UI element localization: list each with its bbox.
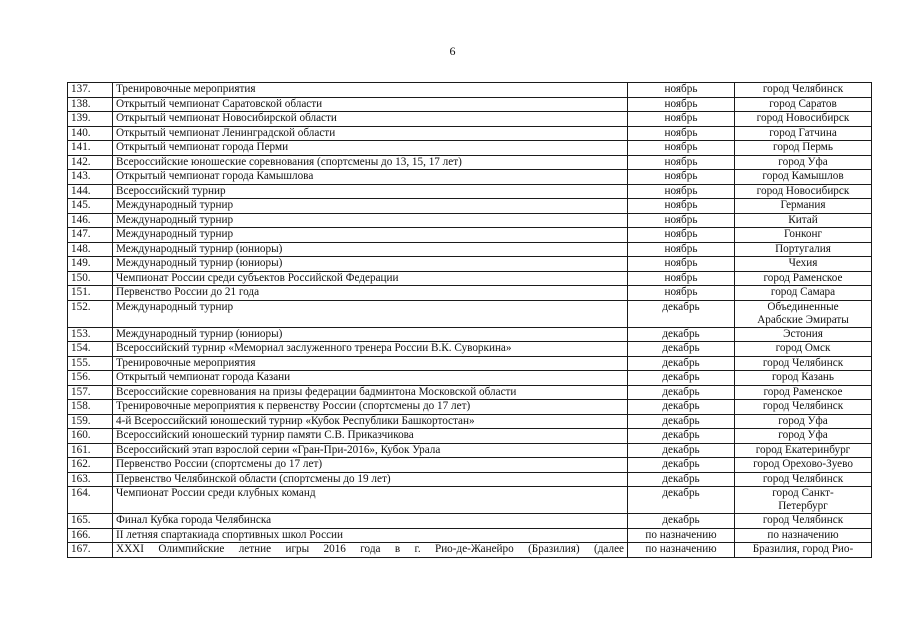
table-row — [68, 443, 872, 458]
event-month: ноябрь — [628, 141, 735, 156]
event-place-line: город Новосибирск — [756, 184, 850, 197]
event-place — [735, 228, 872, 243]
table-row — [68, 83, 872, 98]
event-place-line: Португалия — [775, 242, 831, 255]
event-name: Тренировочные мероприятия — [113, 83, 628, 98]
table-row — [68, 342, 872, 357]
event-month: ноябрь — [628, 184, 735, 199]
table-row — [68, 199, 872, 214]
table-row — [68, 385, 872, 400]
event-month: декабрь — [628, 443, 735, 458]
event-name: Международный турнир — [113, 213, 628, 228]
table-row — [68, 472, 872, 487]
event-name: Первенство Челябинской области (спортсмены до 19 лет) — [113, 472, 628, 487]
event-month: ноябрь — [628, 126, 735, 141]
row-number: 145. — [68, 199, 113, 214]
event-place-line: город Челябинск — [762, 83, 844, 95]
event-month: декабрь — [628, 300, 735, 327]
row-number: 158. — [68, 400, 113, 415]
table-row — [68, 170, 872, 185]
row-number: 147. — [68, 228, 113, 243]
event-place — [735, 126, 872, 141]
event-place-line: город Самара — [770, 286, 836, 298]
event-place-line: Объединенные — [767, 300, 839, 313]
table-row — [68, 155, 872, 170]
event-month: ноябрь — [628, 83, 735, 98]
event-month: ноябрь — [628, 199, 735, 214]
table-row — [68, 184, 872, 199]
table-row — [68, 242, 872, 257]
table-row — [68, 414, 872, 429]
event-place — [735, 543, 872, 558]
event-place-line: Китай — [788, 213, 818, 226]
event-place — [735, 472, 872, 487]
table-row — [68, 528, 872, 543]
event-place — [735, 184, 872, 199]
event-place-line: город Новосибирск — [756, 112, 850, 124]
row-number: 150. — [68, 271, 113, 286]
event-month: декабрь — [628, 514, 735, 529]
event-name: Тренировочные мероприятия — [113, 356, 628, 371]
event-place — [735, 429, 872, 444]
event-name: Финал Кубка города Челябинска — [113, 514, 628, 529]
row-number: 159. — [68, 414, 113, 429]
event-name: XXXI Олимпийские летние игры 2016 года в г. Рио-де-Жанейро (Бразилия) (далее — [113, 543, 628, 558]
event-place — [735, 371, 872, 386]
event-month: декабрь — [628, 458, 735, 473]
event-month: ноябрь — [628, 257, 735, 272]
event-place-line: город Раменское — [763, 271, 843, 284]
event-place — [735, 141, 872, 156]
row-number: 152. — [68, 300, 113, 327]
event-month: ноябрь — [628, 286, 735, 301]
event-name: Всероссийский турнир — [113, 184, 628, 199]
event-place — [735, 327, 872, 342]
event-month: декабрь — [628, 429, 735, 444]
row-number: 137. — [68, 83, 113, 98]
event-month: декабрь — [628, 400, 735, 415]
table-row — [68, 543, 872, 558]
event-place-line: город Саратов — [769, 97, 837, 110]
event-name: Международный турнир — [113, 228, 628, 243]
event-month: декабрь — [628, 385, 735, 400]
event-place-line: по назначению — [767, 528, 839, 541]
event-place — [735, 414, 872, 429]
event-month: ноябрь — [628, 155, 735, 170]
row-number: 148. — [68, 242, 113, 257]
event-place — [735, 300, 872, 327]
row-number: 156. — [68, 371, 113, 386]
event-place-line: город Челябинск — [762, 514, 844, 526]
row-number: 154. — [68, 342, 113, 357]
events-table-body — [68, 83, 872, 558]
event-place — [735, 155, 872, 170]
event-name: Открытый чемпионат города Казани — [113, 371, 628, 386]
table-row — [68, 271, 872, 286]
event-place — [735, 487, 872, 514]
row-number: 138. — [68, 97, 113, 112]
table-row — [68, 371, 872, 386]
event-place-line: город Гатчина — [769, 126, 837, 139]
event-place-line: город Санкт- — [772, 487, 834, 499]
event-place-line: город Орехово-Зуево — [753, 458, 853, 470]
event-name: Чемпионат России среди субъектов Российской Федерации — [113, 271, 628, 286]
event-name: Открытый чемпионат Ленинградской области — [113, 126, 628, 141]
event-place — [735, 342, 872, 357]
table-row — [68, 487, 872, 514]
row-number: 157. — [68, 385, 113, 400]
event-place-line: Арабские Эмираты — [757, 313, 849, 326]
event-month: ноябрь — [628, 213, 735, 228]
event-name: Открытый чемпионат Саратовской области — [113, 97, 628, 112]
event-place-line: город Раменское — [763, 385, 843, 398]
event-name: Всероссийские юношеские соревнования (спортсмены до 13, 15, 17 лет) — [113, 155, 628, 170]
event-month: декабрь — [628, 371, 735, 386]
event-name: Международный турнир — [113, 300, 628, 327]
event-place-line: Петербург — [778, 500, 828, 512]
page-number: 6 — [449, 44, 456, 58]
event-month: декабрь — [628, 472, 735, 487]
row-number: 140. — [68, 126, 113, 141]
row-number: 166. — [68, 528, 113, 543]
row-number: 161. — [68, 443, 113, 458]
row-number: 149. — [68, 257, 113, 272]
event-place — [735, 458, 872, 473]
event-place-line: город Уфа — [778, 414, 828, 427]
table-row — [68, 141, 872, 156]
event-place — [735, 242, 872, 257]
event-month: ноябрь — [628, 242, 735, 257]
event-name: Международный турнир (юниоры) — [113, 242, 628, 257]
event-name: Международный турнир (юниоры) — [113, 327, 628, 342]
event-place-line: Германия — [780, 199, 826, 211]
event-place-line: город Челябинск — [762, 356, 844, 369]
row-number: 142. — [68, 155, 113, 170]
event-place — [735, 356, 872, 371]
event-place — [735, 97, 872, 112]
event-place — [735, 443, 872, 458]
event-place-line: город Камышлов — [762, 170, 844, 182]
row-number: 162. — [68, 458, 113, 473]
event-place — [735, 257, 872, 272]
table-row — [68, 97, 872, 112]
row-number: 146. — [68, 213, 113, 228]
event-month: декабрь — [628, 327, 735, 342]
table-row — [68, 213, 872, 228]
event-place-line: город Екатеринбург — [755, 443, 851, 456]
table-row — [68, 356, 872, 371]
table-row — [68, 400, 872, 415]
event-month: по назначению — [628, 528, 735, 543]
event-month: декабрь — [628, 342, 735, 357]
event-place-line: город Уфа — [778, 429, 828, 441]
event-name: 4-й Всероссийский юношеский турнир «Кубок Республики Башкортостан» — [113, 414, 628, 429]
event-month: ноябрь — [628, 228, 735, 243]
table-row — [68, 300, 872, 327]
event-name: Международный турнир (юниоры) — [113, 257, 628, 272]
event-name: Всероссийский этап взрослой серии «Гран-При-2016», Кубок Урала — [113, 443, 628, 458]
event-name: Чемпионат России среди клубных команд — [113, 487, 628, 514]
event-place — [735, 286, 872, 301]
event-place-line: Эстония — [783, 327, 823, 340]
row-number: 139. — [68, 112, 113, 127]
row-number: 155. — [68, 356, 113, 371]
table-row — [68, 228, 872, 243]
event-place — [735, 514, 872, 529]
event-place-line: город Омск — [775, 342, 831, 354]
event-name: Открытый чемпионат Новосибирской области — [113, 112, 628, 127]
event-name: Всероссийский турнир «Мемориал заслуженного тренера России В.К. Суворкина» — [113, 342, 628, 357]
event-name: Тренировочные мероприятия к первенству России (спортсмены до 17 лет) — [113, 400, 628, 415]
event-month: ноябрь — [628, 112, 735, 127]
table-row — [68, 514, 872, 529]
row-number: 141. — [68, 141, 113, 156]
row-number: 167. — [68, 543, 113, 558]
table-row — [68, 458, 872, 473]
row-number: 160. — [68, 429, 113, 444]
table-row — [68, 429, 872, 444]
row-number: 164. — [68, 487, 113, 514]
table-row — [68, 257, 872, 272]
event-place-line: город Уфа — [778, 155, 828, 168]
row-number: 144. — [68, 184, 113, 199]
event-month: ноябрь — [628, 97, 735, 112]
event-month: декабрь — [628, 487, 735, 514]
row-number: 163. — [68, 472, 113, 487]
table-row — [68, 126, 872, 141]
event-place — [735, 112, 872, 127]
table-row — [68, 286, 872, 301]
event-place-line: Гонконг — [783, 228, 823, 240]
event-name: Открытый чемпионат города Перми — [113, 141, 628, 156]
event-name: II летняя спартакиада спортивных школ России — [113, 528, 628, 543]
table-row — [68, 112, 872, 127]
event-place-line: Бразилия, город Рио- — [752, 543, 854, 555]
table-row — [68, 327, 872, 342]
event-place — [735, 271, 872, 286]
row-number: 153. — [68, 327, 113, 342]
event-month: ноябрь — [628, 170, 735, 185]
event-month: декабрь — [628, 414, 735, 429]
event-place-line: город Челябинск — [762, 472, 844, 485]
event-place — [735, 213, 872, 228]
event-name: Открытый чемпионат города Камышлова — [113, 170, 628, 185]
event-place — [735, 83, 872, 98]
event-place-line: Чехия — [788, 257, 818, 269]
event-month: по назначению — [628, 543, 735, 558]
event-month: ноябрь — [628, 271, 735, 286]
event-name: Всероссийские соревнования на призы федерации бадминтона Московской области — [113, 385, 628, 400]
event-place — [735, 528, 872, 543]
event-place — [735, 385, 872, 400]
events-table — [67, 82, 872, 558]
event-place-line: город Казань — [771, 371, 834, 383]
event-place-line: город Челябинск — [762, 400, 844, 412]
event-name: Первенство России до 21 года — [113, 286, 628, 301]
row-number: 151. — [68, 286, 113, 301]
event-name: Всероссийский юношеский турнир памяти С.В. Приказчикова — [113, 429, 628, 444]
event-name: Международный турнир — [113, 199, 628, 214]
event-month: декабрь — [628, 356, 735, 371]
event-name: Первенство России (спортсмены до 17 лет) — [113, 458, 628, 473]
event-place-line: город Пермь — [773, 141, 833, 153]
event-place — [735, 400, 872, 415]
row-number: 143. — [68, 170, 113, 185]
row-number: 165. — [68, 514, 113, 529]
event-place — [735, 199, 872, 214]
event-place — [735, 170, 872, 185]
